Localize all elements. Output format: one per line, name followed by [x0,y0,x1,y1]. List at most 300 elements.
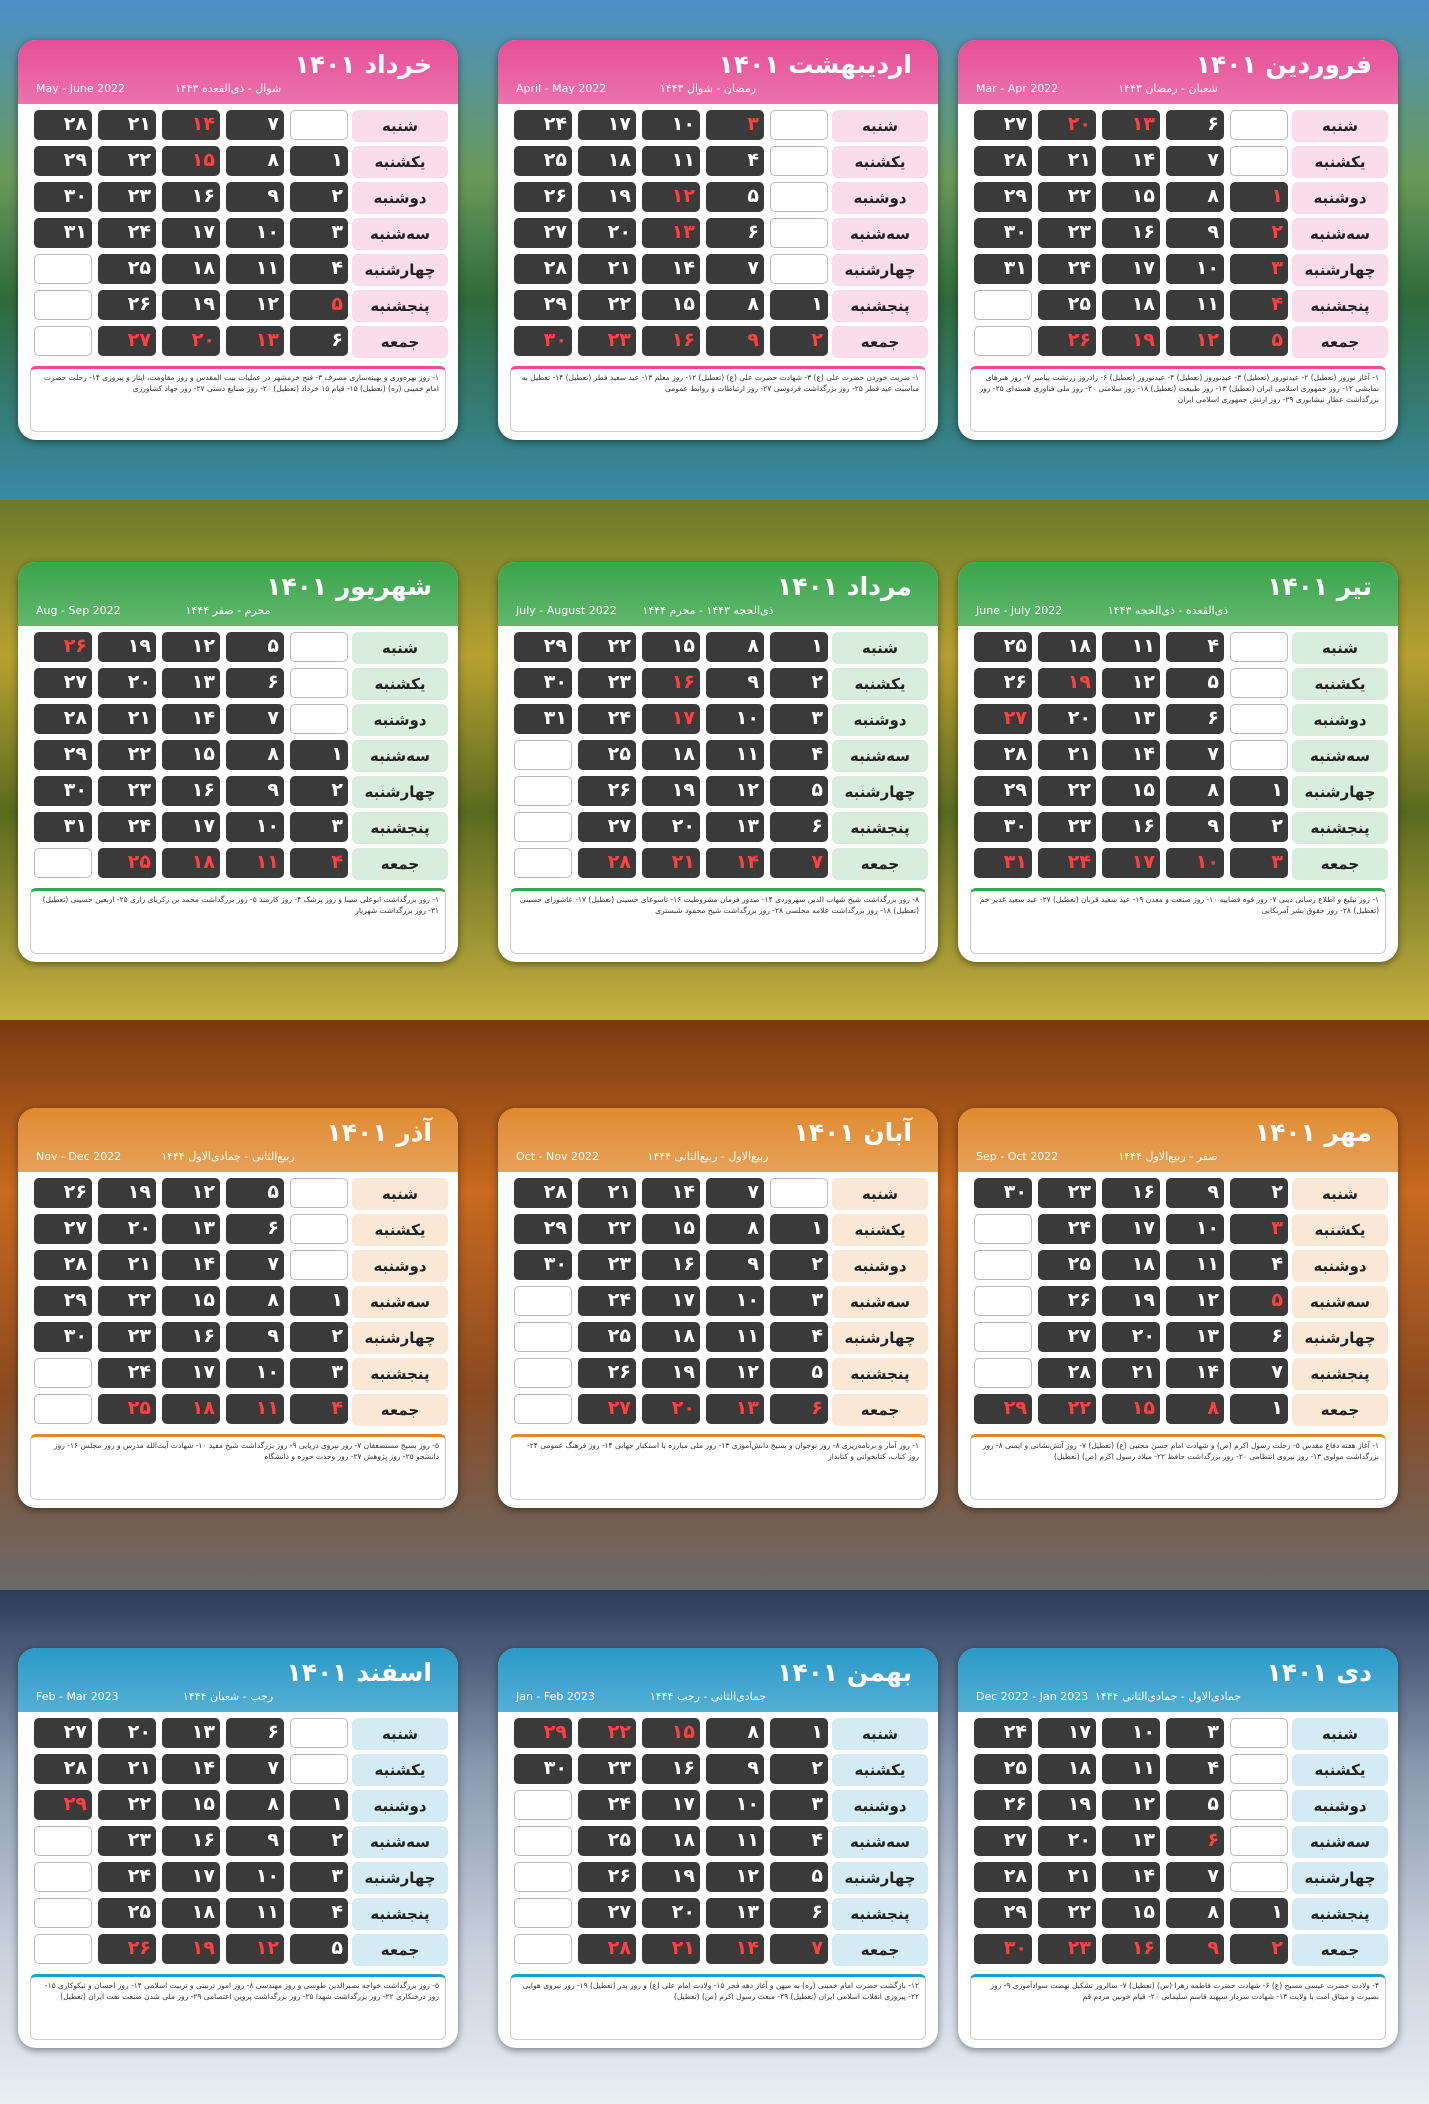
day-number: ۳ [331,1361,343,1383]
day-cell [162,812,220,842]
day-grid [966,632,1288,884]
day-cell [1230,776,1288,806]
weekday-row [506,146,828,178]
weekday-label: یکشنبه [1292,146,1388,178]
day-number: ۹ [747,671,759,693]
day-number: ۱۴ [1131,743,1155,765]
day-cell [98,1214,156,1244]
weekday-label: پنجشنبه [1292,1898,1388,1930]
day-number: ۲۵ [127,851,151,873]
empty-day-cell [514,1286,572,1316]
holiday-day-cell [226,848,284,878]
weekday-row [26,1250,348,1282]
day-number: ۲۸ [1067,1361,1091,1383]
weekday-label: چهارشنبه [1292,776,1388,808]
day-number: ۱۸ [191,1901,215,1923]
day-number: ۲۵ [607,1325,631,1347]
day-cell [770,776,828,806]
day-number: ۹ [747,1253,759,1275]
empty-day-cell [770,218,828,248]
holiday-day-cell [98,326,156,356]
day-number: ۱۸ [1067,635,1091,657]
gregorian-months: Nov - Dec 2022 [36,1150,122,1163]
day-cell [98,668,156,698]
day-number: ۱۰ [255,1865,279,1887]
holiday-day-cell [1166,1394,1224,1424]
day-cell [162,1790,220,1820]
day-number: ۲ [331,185,343,207]
day-number: ۲ [1271,221,1283,243]
day-number: ۲ [331,1325,343,1347]
weekday-label: یکشنبه [352,1754,448,1786]
day-cell [706,668,764,698]
day-number: ۲۹ [543,1217,567,1239]
day-cell [578,1322,636,1352]
day-cell [974,1754,1032,1784]
weekday-label: پنجشنبه [352,1358,448,1390]
holiday-day-cell [1230,1286,1288,1316]
day-number: ۲۷ [607,1397,631,1419]
day-cell [1038,740,1096,770]
day-cell [770,1862,828,1892]
weekday-label: جمعه [832,1394,928,1426]
day-cell [226,668,284,698]
day-number: ۲۱ [607,257,631,279]
weekday-label: پنجشنبه [352,1898,448,1930]
weekday-label: جمعه [1292,848,1388,880]
weekday-label: شنبه [832,632,928,664]
day-cell [1166,704,1224,734]
month-header [498,1108,938,1172]
day-number: ۱۳ [671,221,695,243]
weekday-row [26,326,348,358]
empty-day-cell [770,110,828,140]
weekday-row [966,1898,1288,1930]
day-number: ۳۰ [63,185,87,207]
day-cell [578,182,636,212]
day-cell [770,812,828,842]
month-card-ordibehesht [498,40,938,440]
day-cell [974,254,1032,284]
gregorian-months: Jan - Feb 2023 [516,1690,595,1703]
day-cell [642,1898,700,1928]
day-cell [1230,1898,1288,1928]
holiday-day-cell [1230,218,1288,248]
day-number: ۲۸ [1003,743,1027,765]
day-cell [578,1790,636,1820]
weekday-label: یکشنبه [832,668,928,700]
day-cell [1038,704,1096,734]
day-cell [98,254,156,284]
day-cell [162,1250,220,1280]
day-number: ۱۷ [671,707,695,729]
day-grid [966,1178,1288,1430]
day-number: ۳۱ [1003,851,1027,873]
weekday-label: یکشنبه [352,1214,448,1246]
empty-day-cell [770,182,828,212]
day-cell [226,254,284,284]
day-number: ۱۲ [735,1865,759,1887]
day-cell [162,632,220,662]
day-cell [1038,1358,1096,1388]
day-cell [642,1322,700,1352]
day-number: ۲۵ [1067,293,1091,315]
day-number: ۲۷ [607,815,631,837]
day-number: ۸ [267,1793,279,1815]
month-title: آبان ۱۴۰۱ [793,1118,912,1147]
day-number: ۲۹ [63,1289,87,1311]
empty-day-cell [1230,668,1288,698]
day-number: ۱۴ [735,1937,759,1959]
day-number: ۳ [331,221,343,243]
day-number: ۲۲ [607,1217,631,1239]
day-number: ۱۴ [1131,1865,1155,1887]
day-number: ۷ [1207,1865,1219,1887]
hijri-months: ربیع‌الثانی - جمادی‌الاول ۱۴۴۴ [161,1150,295,1163]
day-cell [1102,1358,1160,1388]
day-cell [290,218,348,248]
day-cell [706,1826,764,1856]
day-number: ۱۱ [735,743,759,765]
holiday-day-cell [162,326,220,356]
day-grid [966,110,1288,362]
day-number: ۳ [811,707,823,729]
weekday-row [506,1826,828,1858]
day-cell [1102,146,1160,176]
day-number: ۷ [267,1253,279,1275]
day-number: ۲۸ [1003,149,1027,171]
weekday-row [506,1322,828,1354]
day-number: ۲۱ [1067,1865,1091,1887]
weekday-column [832,1178,928,1430]
weekday-row [506,1394,828,1426]
day-cell [290,1934,348,1964]
day-cell [974,1898,1032,1928]
day-number: ۲۵ [1003,635,1027,657]
holiday-day-cell [162,146,220,176]
holiday-day-cell [1038,110,1096,140]
weekday-label: چهارشنبه [832,1322,928,1354]
holiday-day-cell [1166,326,1224,356]
day-cell [1038,1718,1096,1748]
day-cell [98,776,156,806]
weekday-row [506,1286,828,1318]
day-number: ۲۱ [1067,743,1091,765]
day-cell [98,1826,156,1856]
day-number: ۱۱ [1195,1253,1219,1275]
day-cell [1038,1286,1096,1316]
day-cell [226,1286,284,1316]
day-number: ۷ [1207,743,1219,765]
day-number: ۲۳ [127,1325,151,1347]
day-number: ۱۷ [671,1289,695,1311]
day-number: ۲۲ [607,1721,631,1743]
holiday-day-cell [1038,1934,1096,1964]
weekday-label: سه‌شنبه [1292,1826,1388,1858]
empty-day-cell [1230,146,1288,176]
weekday-label: یکشنبه [832,1754,928,1786]
month-header [958,562,1398,626]
day-cell [974,146,1032,176]
month-title: مرداد ۱۴۰۱ [776,572,912,601]
day-number: ۷ [267,113,279,135]
day-number: ۲۲ [1067,779,1091,801]
day-cell [974,776,1032,806]
holiday-day-cell [162,848,220,878]
day-number: ۱۲ [671,185,695,207]
day-number: ۴ [1207,1757,1219,1779]
day-cell [706,1214,764,1244]
month-title: تیر ۱۴۰۱ [1267,572,1372,601]
holiday-day-cell [642,1718,700,1748]
day-number: ۲۰ [1067,113,1091,135]
holiday-day-cell [98,1934,156,1964]
day-number: ۱۳ [735,815,759,837]
day-number: ۵ [1207,671,1219,693]
day-number: ۲۹ [63,743,87,765]
day-number: ۱۰ [255,815,279,837]
hijri-months: شعبان - رمضان ۱۴۴۳ [1118,82,1218,95]
day-number: ۱۵ [1131,1901,1155,1923]
month-card-shahrivar [18,562,458,962]
weekday-column [832,110,928,362]
day-number: ۶ [811,1397,823,1419]
day-cell [974,632,1032,662]
day-cell [578,1286,636,1316]
day-cell [98,1790,156,1820]
day-cell [290,776,348,806]
day-number: ۲۲ [127,1289,151,1311]
day-cell [974,812,1032,842]
day-number: ۱۲ [735,779,759,801]
day-number: ۲۲ [1067,1397,1091,1419]
day-number: ۲۵ [543,149,567,171]
empty-day-cell [290,1214,348,1244]
day-cell [162,1826,220,1856]
day-cell [1166,668,1224,698]
weekday-row [506,110,828,142]
day-number: ۳ [811,1793,823,1815]
weekday-row [26,1214,348,1246]
day-number: ۱۹ [671,1865,695,1887]
day-number: ۳ [331,815,343,837]
day-number: ۱۴ [191,113,215,135]
day-cell [770,740,828,770]
day-grid [506,1178,828,1430]
day-number: ۸ [1207,779,1219,801]
day-number: ۲۳ [1067,815,1091,837]
day-number: ۹ [1207,1181,1219,1203]
holiday-day-cell [290,1394,348,1424]
day-cell [98,1178,156,1208]
empty-day-cell [514,1862,572,1892]
day-cell [1038,218,1096,248]
holiday-day-cell [1230,182,1288,212]
weekday-row [966,1826,1288,1858]
weekday-row [506,812,828,844]
day-cell [1166,254,1224,284]
holiday-day-cell [642,218,700,248]
day-cell [1038,146,1096,176]
day-number: ۱۵ [191,149,215,171]
day-number: ۱۷ [1067,1721,1091,1743]
day-number: ۸ [747,635,759,657]
day-number: ۱۳ [191,1721,215,1743]
day-grid [506,110,828,362]
day-cell [34,668,92,698]
day-number: ۱۵ [191,743,215,765]
weekday-label: شنبه [1292,632,1388,664]
day-cell [98,1718,156,1748]
holiday-day-cell [642,848,700,878]
day-number: ۲۰ [127,671,151,693]
holiday-day-cell [290,290,348,320]
day-cell [578,740,636,770]
day-number: ۱۳ [255,329,279,351]
day-cell [1038,1790,1096,1820]
day-cell [34,1718,92,1748]
day-cell [514,632,572,662]
day-cell [1166,1358,1224,1388]
day-cell [706,218,764,248]
day-number: ۱۹ [671,1361,695,1383]
empty-day-cell [514,848,572,878]
day-number: ۱۱ [255,1901,279,1923]
day-number: ۲۱ [671,851,695,873]
day-number: ۲۶ [127,1937,151,1959]
day-number: ۱۰ [671,113,695,135]
day-cell [34,218,92,248]
hijri-months: ربیع‌الاول - ربیع‌الثانی ۱۴۴۴ [647,1150,769,1163]
day-cell [642,110,700,140]
day-cell [34,812,92,842]
empty-day-cell [514,1790,572,1820]
weekday-label: چهارشنبه [832,1862,928,1894]
day-cell [1038,1826,1096,1856]
day-number: ۲۳ [1067,221,1091,243]
day-cell [226,812,284,842]
day-number: ۵ [1271,1289,1283,1311]
weekday-row [26,1898,348,1930]
day-number: ۱۳ [1131,113,1155,135]
day-cell [1102,1214,1160,1244]
day-cell [162,218,220,248]
day-number: ۲۰ [127,1217,151,1239]
day-cell [706,254,764,284]
day-cell [162,704,220,734]
day-number: ۱۷ [607,113,631,135]
day-cell [706,704,764,734]
hijri-months: رمضان - شوال ۱۴۴۳ [659,82,757,95]
weekday-label: سه‌شنبه [832,218,928,250]
day-number: ۲۸ [607,1937,631,1959]
day-cell [642,1790,700,1820]
day-number: ۲۹ [543,293,567,315]
weekday-row [26,1286,348,1318]
day-number: ۱۶ [671,671,695,693]
day-number: ۱۰ [1195,1217,1219,1239]
weekday-label: یکشنبه [1292,1214,1388,1246]
day-cell [514,254,572,284]
empty-day-cell [514,1358,572,1388]
day-cell [706,1250,764,1280]
month-title: مهر ۱۴۰۱ [1254,1118,1372,1147]
day-number: ۴ [331,257,343,279]
day-cell [706,290,764,320]
day-cell [1166,812,1224,842]
day-cell [578,110,636,140]
weekday-row [966,1322,1288,1354]
weekday-row [506,1718,828,1750]
day-number: ۳ [1271,257,1283,279]
weekday-row [966,1286,1288,1318]
weekday-row [966,146,1288,178]
day-number: ۱۷ [191,221,215,243]
day-cell [578,1178,636,1208]
day-cell [226,1754,284,1784]
month-card-dey [958,1648,1398,2048]
day-cell [706,1178,764,1208]
day-cell [642,1214,700,1244]
day-cell [290,1898,348,1928]
empty-day-cell [1230,740,1288,770]
day-number: ۲۰ [191,329,215,351]
day-number: ۱۷ [671,1793,695,1815]
empty-day-cell [1230,1790,1288,1820]
gregorian-months: Mar - Apr 2022 [976,82,1059,95]
weekday-row [26,1934,348,1966]
day-number: ۲۹ [63,149,87,171]
weekday-label: شنبه [352,1178,448,1210]
day-number: ۸ [1207,1397,1219,1419]
day-cell [226,1178,284,1208]
day-cell [642,1826,700,1856]
day-cell [642,632,700,662]
day-number: ۱۴ [1131,149,1155,171]
day-cell [98,812,156,842]
day-number: ۲۲ [1067,1901,1091,1923]
empty-day-cell [974,290,1032,320]
month-header [498,562,938,626]
day-number: ۱ [331,149,343,171]
weekday-label: جمعه [352,848,448,880]
weekday-label: یکشنبه [352,146,448,178]
empty-day-cell [290,1250,348,1280]
day-cell [34,1214,92,1244]
month-header [18,562,458,626]
weekday-label: چهارشنبه [832,254,928,286]
day-number: ۲۳ [127,779,151,801]
day-number: ۲۴ [127,815,151,837]
weekday-row [966,1214,1288,1246]
day-number: ۲۰ [607,221,631,243]
day-cell [226,776,284,806]
day-number: ۲۷ [63,1217,87,1239]
day-cell [706,632,764,662]
weekday-row [506,326,828,358]
day-number: ۲۶ [1067,1289,1091,1311]
empty-day-cell [34,1358,92,1388]
holiday-day-cell [770,848,828,878]
day-cell [578,1862,636,1892]
day-number: ۱۶ [671,329,695,351]
holiday-day-cell [706,848,764,878]
day-number: ۲۴ [127,1361,151,1383]
day-number: ۱ [1271,1397,1283,1419]
day-number: ۲۷ [127,329,151,351]
day-cell [98,1358,156,1388]
day-number: ۲۴ [127,1865,151,1887]
